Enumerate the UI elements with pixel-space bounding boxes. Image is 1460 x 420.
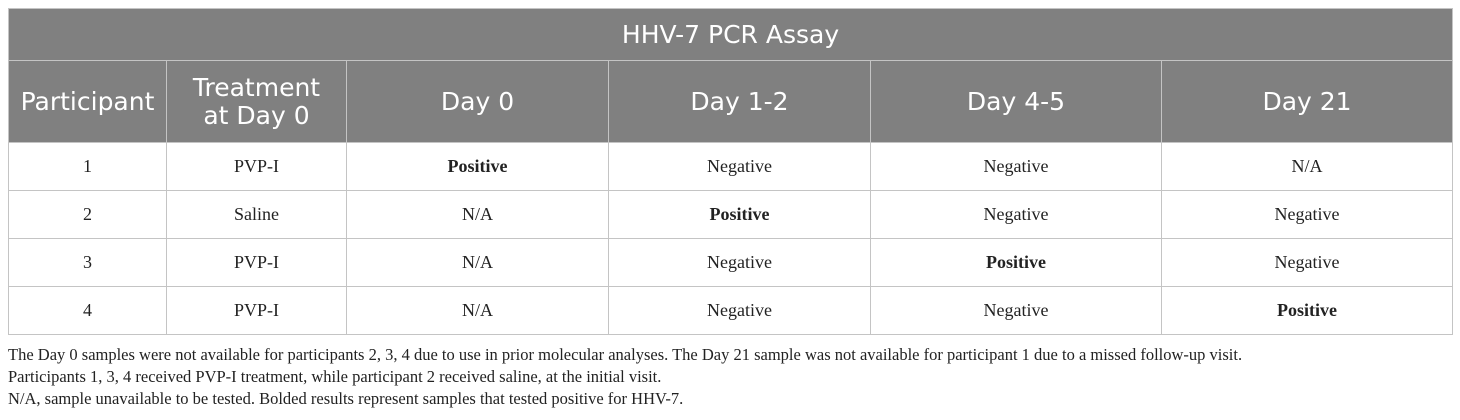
cell-treatment: PVP-I	[167, 239, 347, 287]
cell-day1-2: Negative	[609, 287, 871, 335]
cell-day21: Positive	[1162, 287, 1453, 335]
cell-treatment: PVP-I	[167, 143, 347, 191]
cell-day21: N/A	[1162, 143, 1453, 191]
cell-participant: 4	[9, 287, 167, 335]
col-header-treatment-line1: Treatment	[192, 72, 321, 102]
cell-day21: Negative	[1162, 239, 1453, 287]
table-title: HHV-7 PCR Assay	[9, 9, 1453, 61]
col-header-day21: Day 21	[1162, 61, 1453, 143]
cell-day0: N/A	[347, 239, 609, 287]
col-header-treatment-line2: at Day 0	[203, 100, 310, 130]
hhv7-pcr-table	[8, 8, 1453, 335]
col-header-day4-5: Day 4-5	[871, 61, 1162, 143]
table-row	[9, 143, 1453, 191]
cell-treatment: PVP-I	[167, 287, 347, 335]
footnote-line-3: N/A, sample unavailable to be tested. Bolded results represent samples that tested positive for HHV-7.	[8, 389, 684, 408]
cell-participant: 1	[9, 143, 167, 191]
table-row	[9, 191, 1453, 239]
table-row	[9, 239, 1453, 287]
footnote-line-1: The Day 0 samples were not available for participants 2, 3, 4 due to use in prior molecular analyses. The Day 21 sample was not available for participant 1 due to a missed follow-up visit.	[8, 345, 1243, 364]
cell-day21: Negative	[1162, 191, 1453, 239]
footnote-line-2: Participants 1, 3, 4 received PVP-I treatment, while participant 2 received saline, at the initial visit.	[8, 367, 662, 386]
table-row	[9, 287, 1453, 335]
cell-participant: 3	[9, 239, 167, 287]
cell-day0: N/A	[347, 191, 609, 239]
cell-day1-2: Negative	[609, 143, 871, 191]
assay-table-container	[8, 8, 1452, 335]
col-header-treatment	[167, 61, 347, 143]
cell-day0: Positive	[347, 143, 609, 191]
cell-day1-2: Positive	[609, 191, 871, 239]
table-footnotes	[8, 344, 1456, 410]
column-header-row	[9, 61, 1453, 143]
cell-day4-5: Negative	[871, 287, 1162, 335]
cell-day1-2: Negative	[609, 239, 871, 287]
cell-day4-5: Positive	[871, 239, 1162, 287]
col-header-day1-2: Day 1-2	[609, 61, 871, 143]
table-title-row	[9, 9, 1453, 61]
cell-day4-5: Negative	[871, 143, 1162, 191]
cell-participant: 2	[9, 191, 167, 239]
col-header-participant: Participant	[9, 61, 167, 143]
cell-day4-5: Negative	[871, 191, 1162, 239]
cell-day0: N/A	[347, 287, 609, 335]
col-header-day0: Day 0	[347, 61, 609, 143]
cell-treatment: Saline	[167, 191, 347, 239]
